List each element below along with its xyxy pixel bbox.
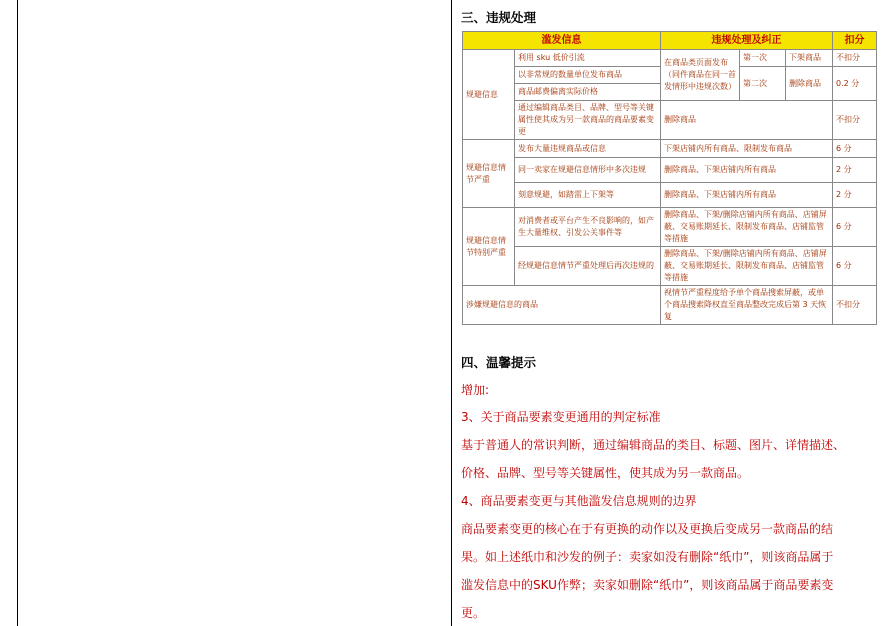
tips-line: 果。如上述纸巾和沙发的例子：卖家如没有删除“纸巾”，则该商品属于 [461, 550, 834, 564]
action-cell: 在商品类页面发布（同件商品在同一首发情形中违规次数） [661, 50, 740, 101]
score-cell: 2 分 [833, 183, 877, 208]
table-row [463, 50, 877, 67]
score-cell: 6 分 [833, 247, 877, 286]
desc-cell: 对消费者或平台产生不良影响的，如产生大量维权、引发公关事件等 [515, 208, 661, 247]
tips-line: 价格、品牌、型号等关键属性，使其成为另一款商品。 [461, 466, 750, 480]
score-cell: 不扣分 [833, 286, 877, 325]
action-cell: 下架店铺内所有商品、限制发布商品 [661, 140, 833, 158]
header-handling: 违规处理及纠正 [661, 32, 833, 50]
score-cell: 不扣分 [833, 50, 877, 67]
category-cell: 涉嫌规避信息的商品 [463, 286, 661, 325]
count-cell: 第一次 [740, 50, 786, 67]
tips-line: 3、关于商品要素变更通用的判定标准 [461, 410, 661, 424]
action-cell: 删除商品、下架店铺内所有商品 [661, 183, 833, 208]
table-row [463, 101, 877, 140]
desc-cell: 发布大量违规商品或信息 [515, 140, 661, 158]
tips-line: 4、商品要素变更与其他滥发信息规则的边界 [461, 494, 697, 508]
score-cell: 6 分 [833, 140, 877, 158]
action-cell: 删除商品、下架/删除店铺内所有商品、店铺屏蔽、交易账期延长、限制发布商品、店铺监管等措施 [661, 247, 833, 286]
tips-line: 商品要素变更的核心在于有更换的动作以及更换后变成另一款商品的结 [461, 522, 834, 536]
left-border-line [17, 0, 18, 626]
header-abuse-info: 滥发信息 [463, 32, 661, 50]
desc-cell: 利用 sku 低价引流 [515, 50, 661, 67]
tips-line: 增加: [461, 383, 490, 397]
result-cell: 下架商品 [786, 50, 833, 67]
category-cell: 规避信息 [463, 50, 515, 140]
desc-cell: 通过编辑商品类目、品牌、型号等关键属性使其成为另一款商品的商品要素变更 [515, 101, 661, 140]
table-row [463, 208, 877, 247]
table-row [463, 158, 877, 183]
desc-cell: 同一卖家在规避信息情形中多次违规 [515, 158, 661, 183]
action-cell: 删除商品、下架/删除店铺内所有商品、店铺屏蔽、交易账期延长、限制发布商品、店铺监管等措施 [661, 208, 833, 247]
section-title-violation: 三、违规处理 [461, 10, 537, 25]
tips-line: 更。 [461, 606, 486, 620]
result-cell: 删除商品 [786, 67, 833, 101]
header-score: 扣分 [833, 32, 877, 50]
section-title-tips: 四、温馨提示 [461, 355, 537, 370]
action-cell: 删除商品、下架店铺内所有商品 [661, 158, 833, 183]
desc-cell: 商品邮费偏离实际价格 [515, 84, 661, 101]
table-row [463, 140, 877, 158]
page-divider-line [451, 0, 452, 626]
action-cell: 视情节严重程度给予单个商品搜索屏蔽，或单个商品搜索降权直至商品整改完成后第 3 天恢复 [661, 286, 833, 325]
count-cell: 第二次 [740, 67, 786, 101]
desc-cell: 以非常规的数量单位发布商品 [515, 67, 661, 84]
category-cell: 规避信息情节特别严重 [463, 208, 515, 286]
desc-cell: 经规避信息情节严重处理后再次违规的 [515, 247, 661, 286]
table-row [463, 183, 877, 208]
category-cell: 规避信息情节严重 [463, 140, 515, 208]
tips-line: 基于普通人的常识判断，通过编辑商品的类目、标题、图片、详情描述、 [461, 438, 846, 452]
score-cell: 0.2 分 [833, 67, 877, 101]
table-header-row [463, 32, 877, 50]
score-cell: 6 分 [833, 208, 877, 247]
score-cell: 不扣分 [833, 101, 877, 140]
table-row [463, 247, 877, 286]
violation-table [462, 31, 877, 325]
action-cell: 删除商品 [661, 101, 833, 140]
table-row [463, 286, 877, 325]
tips-line: 滥发信息中的SKU作弊；卖家如删除“纸巾”，则该商品属于商品要素变 [461, 578, 834, 592]
score-cell: 2 分 [833, 158, 877, 183]
desc-cell: 刻意规避，如踏雷上下架等 [515, 183, 661, 208]
